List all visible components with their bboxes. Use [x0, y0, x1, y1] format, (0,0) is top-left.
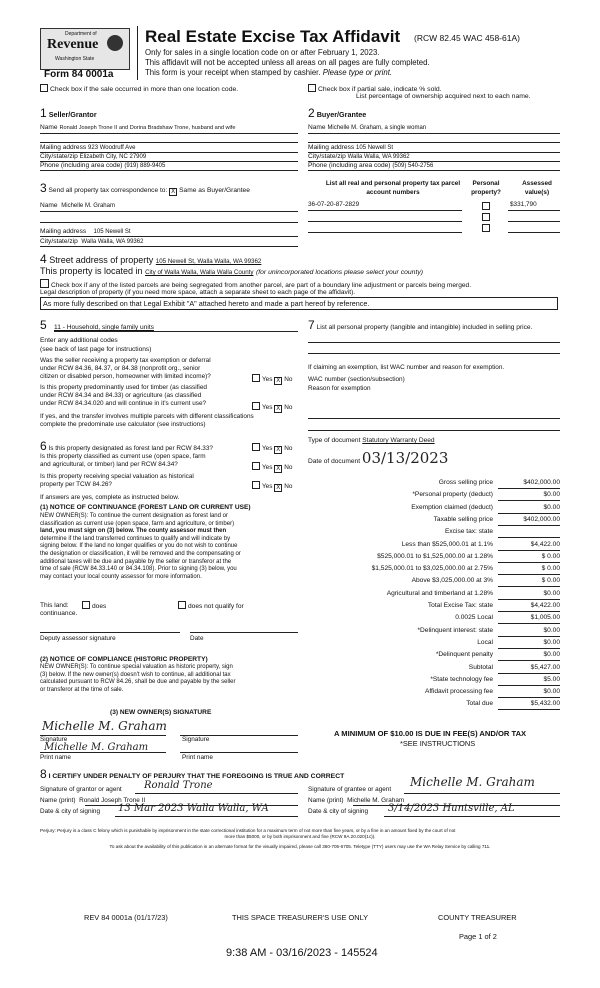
grantor-date: 13 Mar 2023 Walla Walla, WA — [118, 803, 269, 814]
parcel-col-header: List all real and personal property tax parcel account numbers — [325, 180, 461, 196]
calc-label: Total due — [466, 700, 493, 708]
calc-value: $5,432.00 — [530, 700, 560, 708]
see-instructions: *SEE INSTRUCTIONS — [400, 739, 476, 748]
q-exemption: Was the seller receiving a property tax exemption or deferral under RCW 84.36, 84.37, or 84.38 (nonprofit org., senior citizen or disabled person, homeowner with limited income)? — [40, 357, 211, 380]
notice-continuance-text: NEW OWNER(S): To continue the current designation as forest land or classification as current use (open space, farm and agriculture, or timber) land, you must sign on (3) below. The county assessor must then determine if the land transferred continues to qualify and will indicate by signing below. If the land no longer qualifies or you do not wish to continue the designation or classification, it will be removed and the compensating or additional taxes will be due and payable by the seller or transferor at the time of sale (RCW 84.33.140 or 84.34.108). Prior to signing (3) below, you may contact your local county assessor for more information. — [40, 513, 241, 580]
grantee-sig-label: Signature of grantee or agent — [308, 786, 392, 793]
calc-label: Above $3,025,000.00 at 3% — [411, 577, 493, 585]
partial-sale-note: List percentage of ownership acquired next to each name. — [356, 93, 531, 100]
rev-number: REV 84 0001a (01/17/23) — [84, 913, 168, 922]
grantor-sig-label: Signature of grantor or agent — [40, 786, 122, 793]
perjury-notice: Perjury: Perjury is a class C felony which is punishable by imprisonment in the state correctional institution for a maximum term of not more than five years, or by a fine in an amount fixed by the court of not more than $5000, or by both imprisonment and fine (RCW 9A.20.020(1c)). To ask about the availability of this publication in an alternate format for the visually impaired, please call 360-705-6705. Teletype (TTY) users may use the WA Relay Service by calling 711. — [40, 828, 491, 849]
county-treasurer: COUNTY TREASURER — [438, 913, 517, 922]
logo-swirl-icon — [107, 35, 123, 51]
calc-label: Less than $525,000.01 at 1.1% — [401, 540, 493, 548]
street-address: 4 Street address of property 105 Newell St, Walla Walla, WA 99362 — [40, 252, 262, 266]
signature-label: Signature — [40, 736, 68, 743]
grantee-date-label: Date & city of signing — [308, 808, 369, 815]
legal-desc-label: Legal description of property (if you need more space, attach a separate sheet to each page of the affidavit). — [40, 289, 356, 296]
calc-label: Agricultural and timberland at 1.28% — [386, 589, 493, 597]
reason-label: Reason for exemption — [308, 385, 371, 392]
calc-value: $0.00 — [543, 626, 560, 634]
signature-label-2: Signature — [182, 736, 210, 743]
buyer-phone: Phone (including area code) (509) 540-2756 — [308, 162, 434, 169]
calc-label: 0.0025 Local — [455, 614, 493, 622]
rcw-ref: (RCW 82.45 WAC 458-61A) — [414, 33, 520, 43]
grantor-date-label: Date & city of signing — [40, 808, 101, 815]
grantee-signature: Michelle M. Graham — [410, 775, 535, 789]
new-owner-print-handwritten: Michelle M. Graham — [44, 742, 149, 753]
logo-line1: Department of — [65, 31, 97, 37]
q-historic-yesno[interactable]: Yes X No — [252, 481, 292, 492]
seller-phone: Phone (including area code) (919) 889-9405 — [40, 162, 166, 169]
seller-mailing: Mailing address 923 Woodruff Ave — [40, 144, 136, 151]
grantor-signature: Ronald Trone — [144, 780, 213, 791]
calc-value: $5.00 — [543, 675, 560, 683]
calc-value: $0.00 — [543, 503, 560, 511]
wac-label: WAC number (section/subsection) — [308, 376, 405, 383]
calc-label: $525,000.01 to $1,525,000.00 at 1.28% — [377, 552, 493, 560]
calc-label: Local — [477, 638, 493, 646]
parcel-number: 36-07-20-87-2829 — [308, 201, 360, 208]
calc-value: $0.00 — [543, 491, 560, 499]
partial-sale-check[interactable]: Check box if partial sale, indicate % sold. — [308, 84, 442, 93]
notice-historic-text: NEW OWNER(S): To continue special valuation as historic property, sign (3) below. If the new owner(s) doesn't wish to continue, all additional tax calculated pursuant to RCW 84.26, shall be due and payable by the seller or transferor at the time of sale. — [40, 664, 236, 693]
q-current-use: Is this property classified as current use (open space, farm and agricultural, or timber) land per RCW 84.34? — [40, 453, 206, 468]
q-timber: Is this property predominantly used for timber (as classified under RCW 84.34 and 84.33) or agriculture (as classified under RCW 84.34.020 and will continue in it's current use? — [40, 384, 207, 407]
notice-historic-heading: (2) NOTICE OF COMPLIANCE (HISTORIC PROPERTY) — [40, 656, 208, 663]
corr-city: City/state/zip Walla Walla, WA 99362 — [40, 238, 144, 245]
q-exemption-yesno[interactable]: Yes X No — [252, 374, 292, 385]
corr-name: Name Michelle M. Graham — [40, 202, 115, 209]
personal-property-label: 7 List all personal property (tangible and intangible) included in selling price. — [308, 318, 533, 332]
q-current-use-yesno[interactable]: Yes X No — [252, 462, 292, 473]
calc-label: *Personal property (deduct) — [412, 491, 493, 499]
cashier-stamp: 9:38 AM - 03/16/2023 - 145524 — [226, 947, 378, 959]
seller-section: 1 Seller/Grantor — [40, 106, 97, 120]
assessed-value: $331,790 — [510, 201, 537, 208]
personal-check-2[interactable] — [482, 213, 490, 221]
calc-value: $402,000.00 — [523, 479, 560, 486]
header-sub1: Only for sales in a single location code on or after February 1, 2023. — [145, 48, 380, 57]
use-code: 5 11 - Household, single family units — [40, 318, 154, 332]
calc-value: $ 0.00 — [541, 565, 560, 573]
calc-label: *Delinquent interest: state — [417, 626, 493, 634]
if-yes: If answers are yes, complete as instructed below. — [40, 494, 180, 501]
property-location: This property is located in City of Walla Walla, Walla Walla County (for unincorporated locations please select your county) — [40, 266, 423, 276]
enter-codes: Enter any additional codes — [40, 337, 118, 344]
segregated-check[interactable]: Check box if any of the listed parcels are being segregated from another parcel, are part of a boundary line adjustment or parcels being merged. — [40, 279, 471, 289]
land-does-check[interactable]: does — [82, 601, 106, 610]
page-number: Page 1 of 2 — [459, 932, 497, 941]
legal-description: As more fully described on that Legal Exhibit "A" attached hereto and made a part hereof by reference. — [40, 297, 558, 310]
seller-name: Name Ronald Joseph Trone II and Dorina Bradshaw Trone, husband and wife — [40, 124, 236, 131]
calc-label: Total Excise Tax: state — [427, 602, 493, 609]
form-number: Form 84 0001a — [44, 69, 114, 80]
print-name-label: Print name — [40, 754, 71, 761]
calc-value: $0.00 — [543, 638, 560, 646]
q-forest: 6 Is this property designated as forest land per RCW 84.33? — [40, 439, 213, 453]
minimum-due: A MINIMUM OF $10.00 IS DUE IN FEE(S) AND/OR TAX — [334, 729, 527, 738]
certify-line: 8 I CERTIFY UNDER PENALTY OF PERJURY THAT THE FOREGOING IS TRUE AND CORRECT — [40, 767, 345, 781]
calc-label: Gross selling price — [438, 479, 493, 486]
buyer-mailing: Mailing address 105 Newell St — [308, 144, 394, 151]
this-land: This land: continuance. — [40, 602, 78, 617]
deputy-sig-label: Deputy assessor signature — [40, 635, 116, 642]
seller-city: City/state/zip Elizabeth City, NC 27909 — [40, 153, 147, 160]
calc-value: $402,000.00 — [523, 515, 560, 523]
calc-value: $0.00 — [543, 589, 560, 597]
calc-label: Affidavit processing fee — [424, 688, 493, 696]
personal-check-3[interactable] — [482, 224, 490, 232]
grantee-print: Name (print) Michelle M. Graham — [308, 797, 405, 804]
logo-line3: Washington State — [55, 56, 95, 62]
doc-date: Date of document 03/13/2023 — [308, 449, 449, 467]
calc-value: $4,422.00 — [530, 540, 560, 548]
calc-label: Taxable selling price — [433, 515, 493, 523]
land-does-not-check[interactable]: does not qualify for — [178, 601, 244, 610]
logo-line2: Revenue — [47, 37, 99, 52]
q-multi-class: If yes, and the transfer involves multiple parcels with different classifications complete the predominate use calculator (see instructions) — [40, 413, 254, 428]
see-back: (see back of last page for instructions) — [40, 346, 152, 353]
calc-label: Excise tax: state — [444, 528, 493, 536]
page-title: Real Estate Excise Tax Affidavit — [145, 27, 401, 46]
new-owner-signature: Michelle M. Graham — [42, 719, 167, 733]
corr-mailing: Mailing address 105 Newell St — [40, 228, 131, 235]
personal-check-1[interactable] — [482, 202, 490, 210]
notice-continuance-heading: (1) NOTICE OF CONTINUANCE (FOREST LAND OR CURRENT USE) — [40, 504, 251, 511]
grantor-print: Name (print) Ronald Joseph Trone II — [40, 797, 146, 804]
calc-label: *Delinquent penalty — [435, 651, 493, 659]
calc-value: $1,005.00 — [530, 614, 560, 622]
calc-value: $0.00 — [543, 688, 560, 696]
calc-label: Exemption claimed (deduct) — [411, 503, 493, 511]
assessed-col-header: Assessed value(s) — [522, 180, 552, 196]
q-historic: Is this property receiving special valuation as historical property per TCW 84.26? — [40, 473, 194, 488]
personal-col-header: Personal property? — [471, 180, 501, 196]
deputy-date-label: Date — [190, 635, 204, 642]
header-sub2: This affidavit will not be accepted unless all areas on all pages are fully completed. — [145, 58, 430, 67]
calc-label: *State technology fee — [430, 675, 493, 683]
buyer-city: City/state/zip Walla Walla, WA 99362 — [308, 153, 410, 160]
q-forest-yesno[interactable]: Yes X No — [252, 443, 292, 454]
calc-label: Subtotal — [468, 663, 493, 671]
new-owner-sig-heading: (3) NEW OWNER(S) SIGNATURE — [110, 709, 212, 716]
calc-value: $0.00 — [543, 651, 560, 659]
buyer-name: Name Michelle M. Graham, a single woman — [308, 124, 427, 131]
multi-location-check[interactable]: Check box if the sale occurred in more than one location code. — [40, 84, 238, 93]
doc-type: Type of document Statutory Warranty Deed — [308, 437, 435, 444]
exemption-claim: If claiming an exemption, list WAC number and reason for exemption. — [308, 364, 505, 371]
calc-value: $ 0.00 — [541, 577, 560, 585]
calc-value: $5,427.00 — [530, 663, 560, 671]
calc-value: $ 0.00 — [541, 552, 560, 560]
grantee-date: 3/14/2023 Huntsville, AL — [388, 803, 515, 814]
print-name-label-2: Print name — [182, 754, 213, 761]
treasurer-space: THIS SPACE TREASURER'S USE ONLY — [232, 913, 369, 922]
calc-value: $4,422.00 — [530, 602, 560, 609]
correspondence-line: 3 Send all property tax correspondence to: X Same as Buyer/Grantee — [40, 181, 250, 195]
same-as-buyer-checkbox[interactable]: X — [171, 189, 176, 195]
buyer-section: 2 Buyer/Grantee — [308, 106, 367, 120]
header-sub3: This form is your receipt when stamped by cashier. Please type or print. — [145, 68, 393, 77]
dor-logo — [40, 28, 130, 70]
q-timber-yesno[interactable]: Yes X No — [252, 402, 292, 413]
calc-label: $1,525,000.01 to $3,025,000.00 at 2.75% — [371, 565, 493, 573]
